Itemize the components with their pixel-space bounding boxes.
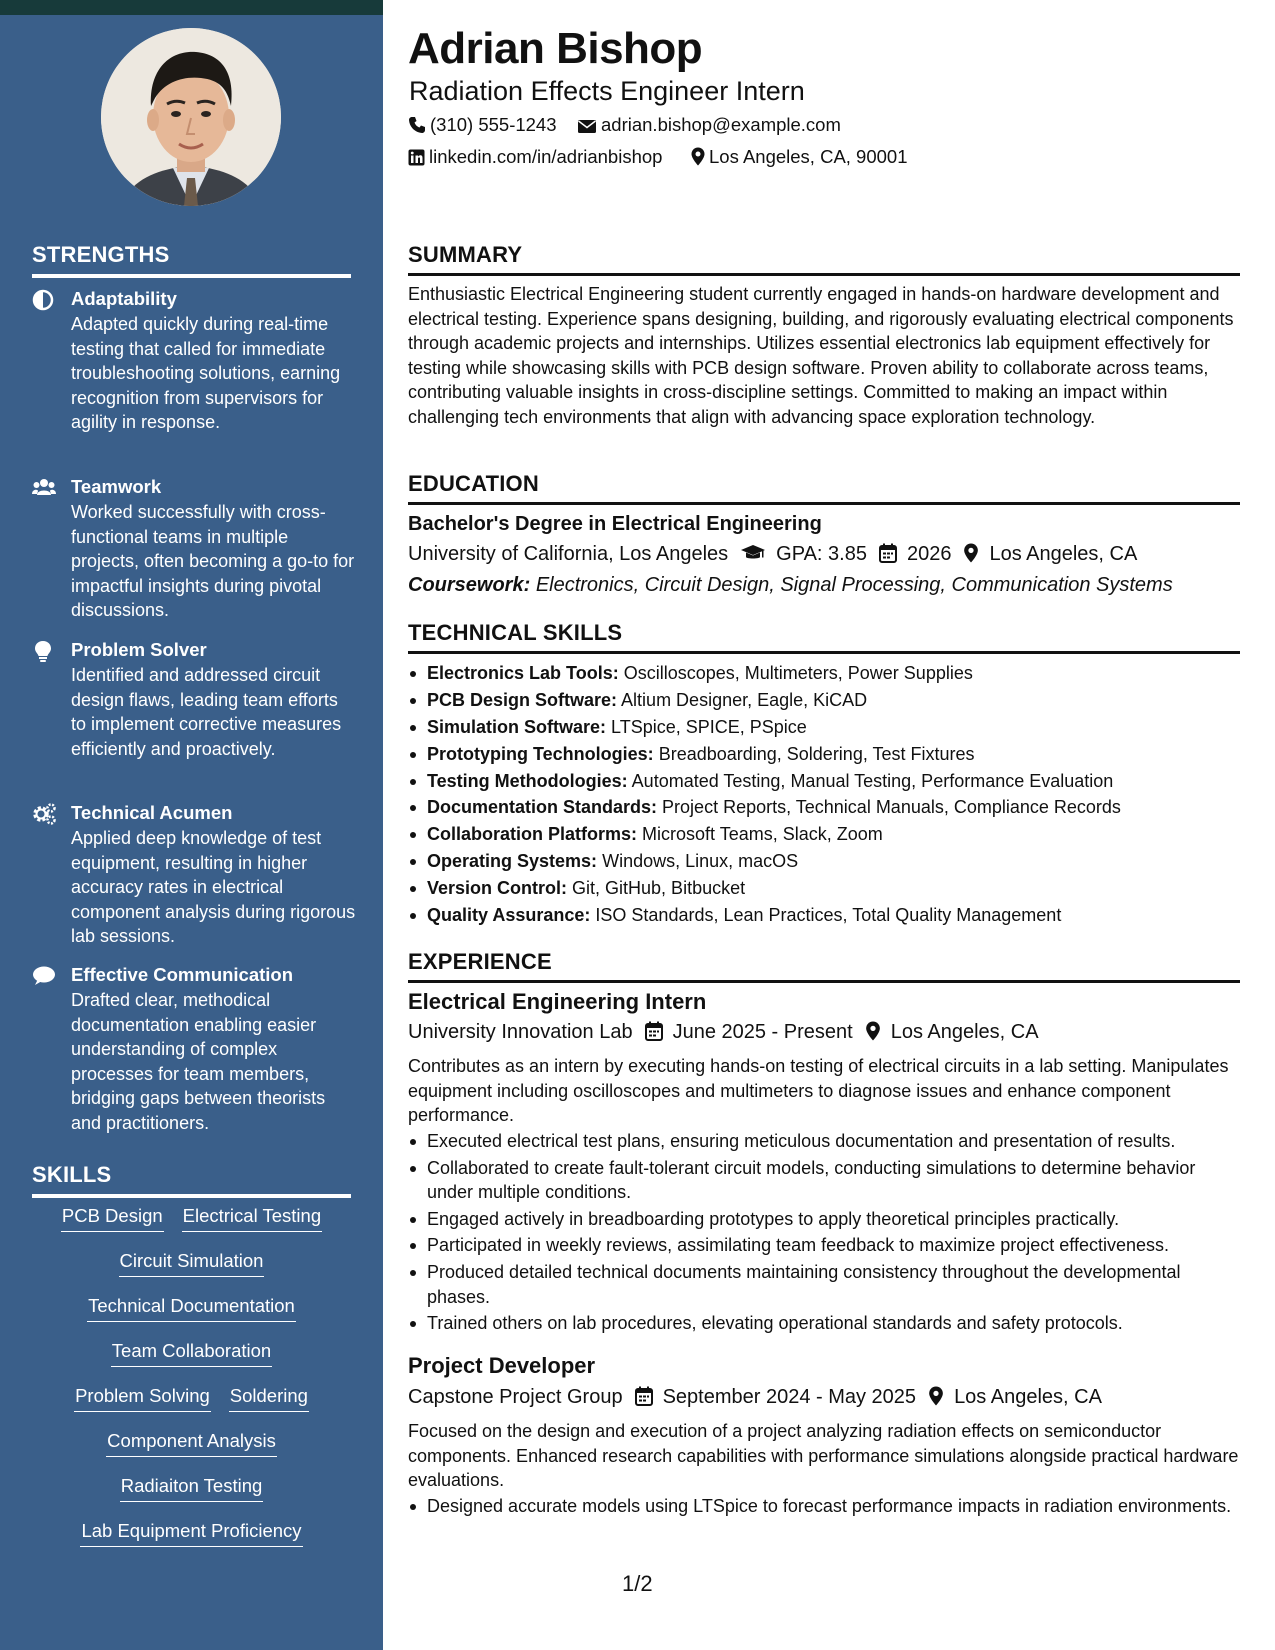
- job-bullet: Engaged actively in breadboarding prototypes to apply theoretical principles practically.: [408, 1207, 1240, 1232]
- skill-label: Electronics Lab Tools:: [427, 663, 619, 683]
- skill-tag: Problem Solving: [74, 1383, 211, 1412]
- skill-label: Collaboration Platforms:: [427, 824, 638, 845]
- skill-tag: Circuit Simulation: [119, 1248, 265, 1277]
- contact-location: [691, 144, 908, 170]
- users-icon: [32, 477, 56, 499]
- skill-label: Operating Systems:: [427, 851, 598, 872]
- strength-description: Applied deep knowledge of test equipment, resulting in higher accuracy rates in electrical component analysis during rigorous lab sessions.: [71, 828, 356, 946]
- skill-label: Simulation Software:: [427, 716, 607, 737]
- strength-title: Effective Communication: [71, 964, 294, 985]
- technical-skills-list: [408, 661, 1240, 930]
- lightbulb-icon: [32, 640, 56, 662]
- strength-description: Identified and addressed circuit design flaws, leading team efforts to implement corrective measures efficiently and proactively.: [71, 665, 342, 759]
- experience-heading: EXPERIENCE: [408, 949, 1240, 983]
- technical-skill-item: [408, 769, 1240, 796]
- strength-description: Worked successfully with cross-functional teams in multiple projects, often becoming a go-to for impactful insights during pivotal discussions.: [71, 502, 355, 620]
- skill-label: PCB Design Software:: [427, 689, 618, 710]
- linkedin-icon: [408, 149, 425, 166]
- skill-tag: Team Collaboration: [111, 1338, 272, 1367]
- skill-value: Automated Testing, Manual Testing, Performance Evaluation: [631, 770, 1114, 791]
- technical-skill-item: [408, 876, 1240, 903]
- strength-title: Adaptability: [71, 288, 177, 309]
- education-meta: [408, 540, 1137, 568]
- phone-text: (310) 555-1243: [430, 114, 557, 135]
- calendar-icon: [645, 1021, 663, 1041]
- map-pin-icon: [963, 543, 979, 563]
- skill-value: ISO Standards, Lean Practices, Total Quality Management: [595, 905, 1062, 926]
- candidate-title: Radiation Effects Engineer Intern: [409, 76, 805, 106]
- skill-value: Windows, Linux, macOS: [602, 851, 799, 872]
- education-location: Los Angeles, CA: [989, 543, 1138, 565]
- skill-value: LTSpice, SPICE, PSpice: [611, 716, 807, 737]
- job-org: Capstone Project Group: [408, 1386, 623, 1408]
- job-title: Electrical Engineering Intern: [408, 989, 707, 1014]
- coursework-line: [408, 571, 1173, 599]
- technical-skill-item: [408, 742, 1240, 769]
- job-bullet: Collaborated to create fault-tolerant circuit models, conducting simulations to determine behavior under multiple conditions.: [408, 1156, 1240, 1205]
- skill-tag: Technical Documentation: [87, 1293, 296, 1322]
- gears-icon: [32, 803, 56, 825]
- graduation-cap-icon: [740, 543, 766, 563]
- job-bullet: Produced detailed technical documents maintaining consistency throughout the developmental phases.: [408, 1260, 1240, 1309]
- map-pin-icon: [691, 147, 705, 166]
- job-dates: September 2024 - May 2025: [662, 1386, 917, 1408]
- skill-label: Documentation Standards:: [427, 797, 658, 818]
- job-org: University Innovation Lab: [408, 1021, 633, 1043]
- skill-value: Project Reports, Technical Manuals, Compliance Records: [662, 797, 1121, 818]
- contact-linkedin: [408, 144, 662, 170]
- technical-skill-item: [408, 715, 1240, 742]
- skill-value: Altium Designer, Eagle, KiCAD: [621, 689, 868, 710]
- coursework-text: Electronics, Circuit Design, Signal Processing, Communication Systems: [535, 574, 1173, 596]
- job-bullets: [408, 1129, 1240, 1336]
- coursework-label: Coursework:: [408, 574, 531, 596]
- strength-title: Problem Solver: [71, 639, 207, 660]
- envelope-icon: [577, 118, 597, 134]
- location-text: Los Angeles, CA, 90001: [709, 146, 908, 167]
- skills-list: [32, 1203, 351, 1563]
- skill-tag: Component Analysis: [106, 1428, 277, 1457]
- job-bullets: [408, 1494, 1240, 1519]
- gpa-text: GPA: 3.85: [776, 543, 867, 565]
- job-location: Los Angeles, CA: [954, 1386, 1102, 1408]
- half-circle-icon: [32, 289, 56, 311]
- technical-skills-heading: TECHNICAL SKILLS: [408, 620, 1240, 654]
- strength-title: Teamwork: [71, 476, 162, 497]
- job-bullet: Participated in weekly reviews, assimilating team feedback to maximize project effectiveness.: [408, 1233, 1240, 1258]
- education-heading: EDUCATION: [408, 471, 1240, 505]
- skill-label: Quality Assurance:: [427, 905, 591, 926]
- skill-tag: Electrical Testing: [182, 1203, 322, 1232]
- contact-email: [577, 112, 841, 138]
- strength-title: Technical Acumen: [71, 802, 233, 823]
- technical-skill-item: [408, 661, 1240, 688]
- degree-title: Bachelor's Degree in Electrical Engineering: [408, 513, 822, 535]
- technical-skill-item: [408, 795, 1240, 822]
- skill-tag: Lab Equipment Proficiency: [80, 1518, 302, 1547]
- map-pin-icon: [865, 1021, 881, 1041]
- skill-value: Breadboarding, Soldering, Test Fixtures: [658, 743, 975, 764]
- strength-description: Adapted quickly during real-time testing that called for immediate troubleshooting solutions, earning recognition from supervisors for agility in response.: [71, 314, 341, 432]
- job-title: Project Developer: [408, 1353, 596, 1378]
- summary-text: Enthusiastic Electrical Engineering student currently engaged in hands-on hardware development and electrical testing. Experience spans designing, building, and rigorously evaluating electrical components through academic projects and internships. Utilizes essential electronics lab equipment effectively for testing while showcasing skills with PCB design software. Proven ability to collaborate across teams, contributing valuable insights in cross-discipline settings. Committed to making an impact within challenging tech environments that align with advancing space exploration technology.: [408, 284, 1234, 427]
- job-meta: [408, 1383, 1102, 1411]
- candidate-name: Adrian Bishop: [408, 24, 703, 73]
- skills-heading: SKILLS: [32, 1162, 351, 1198]
- technical-skill-item: [408, 849, 1240, 876]
- skill-label: Prototyping Technologies:: [427, 743, 654, 764]
- page-number: 1/2: [622, 1571, 653, 1596]
- technical-skill-item: [408, 688, 1240, 715]
- job-summary: Focused on the design and execution of a project analyzing radiation effects on semiconductor components. Enhanced research capabilities with performance simulations alongside practical hardware evaluations.: [408, 1421, 1239, 1491]
- summary-heading: SUMMARY: [408, 242, 1240, 276]
- strengths-heading: STRENGTHS: [32, 242, 351, 278]
- school-name: University of California, Los Angeles: [408, 543, 729, 565]
- calendar-icon: [879, 543, 897, 563]
- job-dates: June 2025 - Present: [672, 1021, 853, 1043]
- job-bullet: Trained others on lab procedures, elevating operational standards and safety protocols.: [408, 1311, 1240, 1336]
- technical-skill-item: [408, 903, 1240, 930]
- strength-description: Drafted clear, methodical documentation enabling easier understanding of complex processes for team members, bridging gaps between theorists and practitioners.: [71, 990, 326, 1133]
- job-bullet: Executed electrical test plans, ensuring meticulous documentation and presentation of results.: [408, 1129, 1240, 1154]
- technical-skill-item: [408, 822, 1240, 849]
- speech-bubble-icon: [32, 965, 56, 987]
- skill-value: Git, GitHub, Bitbucket: [572, 878, 746, 899]
- sidebar-top-bar: [0, 0, 383, 15]
- skill-tag: Radiaiton Testing: [120, 1473, 264, 1502]
- graduation-year: 2026: [906, 543, 952, 565]
- skill-tag: Soldering: [229, 1383, 309, 1412]
- job-location: Los Angeles, CA: [890, 1021, 1039, 1043]
- phone-icon: [408, 116, 426, 134]
- skill-label: Testing Methodologies:: [427, 770, 628, 791]
- sidebar: [0, 0, 383, 1650]
- skill-tag: PCB Design: [61, 1203, 164, 1232]
- calendar-icon: [635, 1386, 653, 1406]
- profile-photo: [101, 28, 281, 206]
- linkedin-text: linkedin.com/in/adrianbishop: [429, 146, 663, 167]
- job-bullet: Designed accurate models using LTSpice to forecast performance impacts in radiation environments.: [408, 1494, 1240, 1519]
- job-meta: [408, 1018, 1039, 1046]
- job-summary: Contributes as an intern by executing hands-on testing of electrical circuits in a lab setting. Manipulates equipment including oscilloscopes and multimeters to diagnose issues and enhance component performance.: [408, 1056, 1229, 1126]
- contact-phone: [408, 112, 557, 138]
- skill-value: Oscilloscopes, Multimeters, Power Supplies: [623, 663, 973, 683]
- email-text: adrian.bishop@example.com: [601, 114, 841, 135]
- map-pin-icon: [928, 1386, 944, 1406]
- skill-value: Microsoft Teams, Slack, Zoom: [642, 824, 883, 845]
- skill-label: Version Control:: [427, 878, 568, 899]
